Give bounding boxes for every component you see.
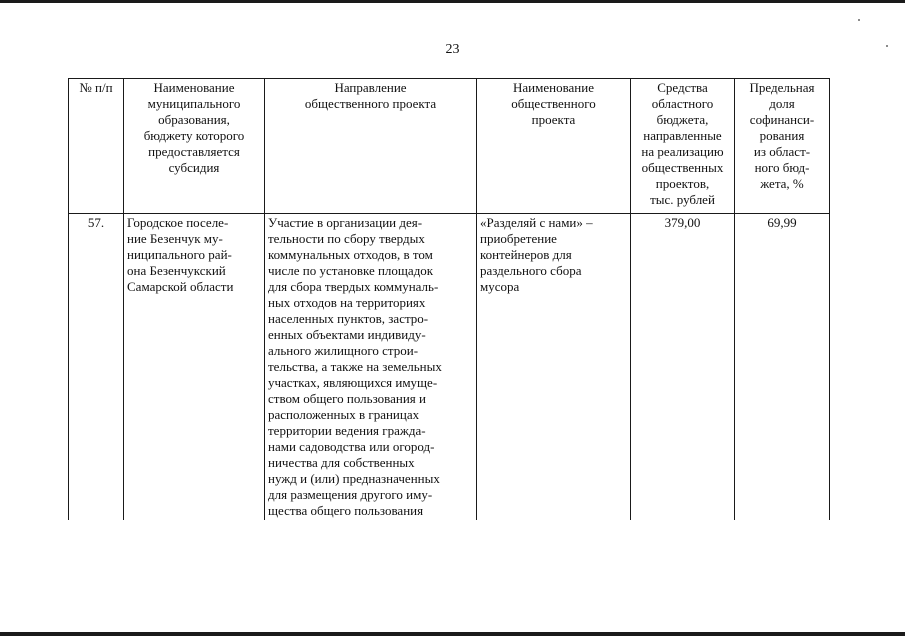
row-number: 57. — [69, 214, 124, 521]
row-funds: 379,00 — [631, 214, 735, 521]
header-funds: Средства областного бюджета, направленные на реализацию общественных проектов, тыс. рублей — [631, 79, 735, 214]
table-header-row — [69, 79, 830, 214]
row-project-name: «Разделяй с нами» – приобретение контейнеров для раздельного сбора мусора — [477, 214, 631, 521]
header-project-name: Наименование общественного проекта — [477, 79, 631, 214]
header-number: № п/п — [69, 79, 124, 214]
header-direction: Направление общественного проекта — [265, 79, 477, 214]
header-share: Предельная доля софинанси- рования из област- ного бюд- жета, % — [735, 79, 830, 214]
row-direction: Участие в организации дея- тельности по сбору твердых коммунальных отходов, в том числе по установке площадок для сбора твердых коммуналь- ных отходов на территориях населенных пунктов, застро- енных объектами индивиду- ального жилищного строи- тельства, а также на земельных участках, являющихся имуще- ством общего пользования и расположенных в границах территории ведения гражда- нами садоводства или огород- ничества для собственных нужд и (или) предназначенных для размещения другого иму- щества общего пользования — [265, 214, 477, 521]
subsidy-table — [68, 78, 830, 520]
row-share: 69,99 — [735, 214, 830, 521]
page-number: 23 — [445, 42, 460, 57]
row-municipality: Городское поселе- ние Безенчук му- ниципального рай- она Безенчукский Самарской области — [124, 214, 265, 521]
header-municipality: Наименование муниципального образования, бюджету которого предоставляется субсидия — [124, 79, 265, 214]
top-border — [0, 0, 905, 3]
bottom-border — [0, 632, 905, 636]
table-row — [69, 214, 830, 521]
scan-speck — [858, 19, 860, 21]
